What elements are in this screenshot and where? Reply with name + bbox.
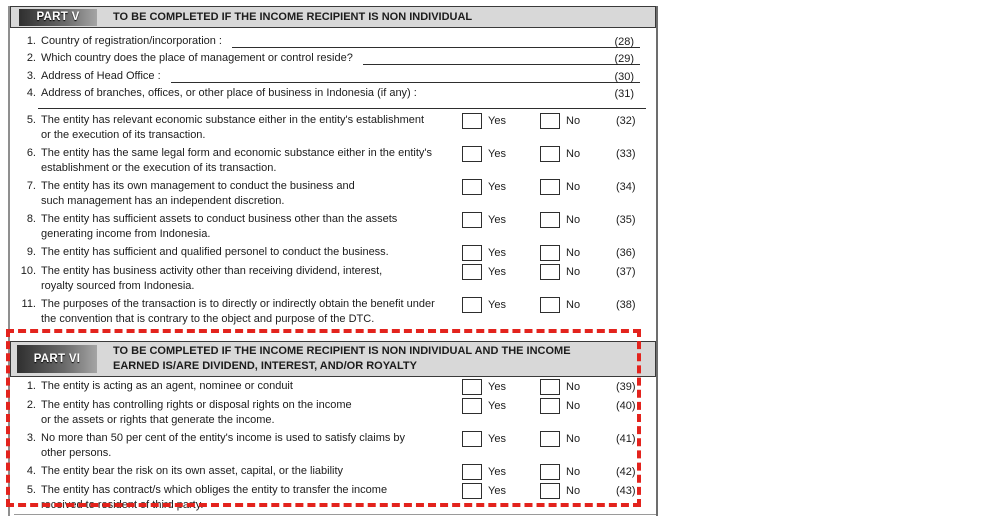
no-label: No [566, 115, 581, 127]
yes-checkbox[interactable] [462, 212, 482, 228]
field-ref-number: (29) [614, 53, 634, 65]
no-label: No [566, 247, 581, 259]
question-text: The entity has the same legal form and economic substance either in the entity's [41, 147, 432, 159]
part-vi-highlight-border [6, 329, 641, 507]
yes-checkbox[interactable] [462, 264, 482, 280]
question-text-line2: establishment or the execution of its transaction. [41, 162, 277, 174]
no-label: No [566, 181, 581, 193]
question-text-line2: or the assets or rights that generate the income. [41, 414, 275, 426]
no-label: No [566, 148, 581, 160]
item-number: 9. [26, 246, 36, 258]
yes-label: Yes [488, 181, 506, 193]
item-number: 1. [26, 380, 36, 392]
no-label: No [566, 299, 581, 311]
item-number: 5. [26, 484, 36, 496]
form-field-row [10, 67, 656, 85]
yes-label: Yes [488, 148, 506, 160]
question-text: The entity has sufficient and qualified personel to conduct the business. [41, 246, 389, 258]
yes-label: Yes [488, 400, 506, 412]
field-ref-number: (43) [616, 485, 636, 497]
question-text-line2: such management has an independent discretion. [41, 195, 285, 207]
item-number: 6. [26, 147, 36, 159]
question-text-line2: other persons. [41, 447, 112, 459]
field-ref-number: (35) [616, 214, 636, 226]
question-text-line2: received to resident of third party. [41, 499, 204, 511]
no-checkbox[interactable] [540, 113, 560, 129]
yes-checkbox[interactable] [462, 245, 482, 261]
yes-label: Yes [488, 247, 506, 259]
question-text: The entity has sufficient assets to conduct business other than the assets [41, 213, 398, 225]
yes-label: Yes [488, 485, 506, 497]
question-text-line2: or the execution of its transaction. [41, 129, 206, 141]
item-number: 10. [20, 265, 36, 277]
question-text: The entity has its own management to conduct the business and [41, 180, 355, 192]
field-ref-number: (34) [616, 181, 636, 193]
no-checkbox[interactable] [540, 146, 560, 162]
item-label: Address of Head Office : [41, 69, 161, 82]
part-v-label: PART V [19, 9, 97, 26]
item-number: 1. [26, 34, 36, 47]
question-row [10, 146, 656, 176]
yes-checkbox[interactable] [462, 113, 482, 129]
item-label: Address of branches, offices, or other place of business in Indonesia (if any) : [41, 87, 417, 100]
no-label: No [566, 400, 581, 412]
field-ref-number: (41) [616, 433, 636, 445]
no-label: No [566, 466, 581, 478]
yes-label: Yes [488, 266, 506, 278]
part-vi-title-line1: TO BE COMPLETED IF THE INCOME RECIPIENT IS NON INDIVIDUAL AND THE INCOME [113, 345, 571, 357]
question-text: No more than 50 per cent of the entity's income is used to satisfy claims by [41, 432, 406, 444]
item-number: 8. [26, 213, 36, 225]
item-number: 3. [26, 69, 36, 82]
question-row [10, 264, 656, 294]
question-row [10, 113, 656, 143]
field-ref-number: (33) [616, 148, 636, 160]
question-row [10, 245, 656, 261]
part-v-header [10, 6, 656, 28]
field-ref-number: (28) [614, 35, 634, 48]
answer-line[interactable] [38, 108, 646, 109]
no-checkbox[interactable] [540, 297, 560, 313]
section-divider [14, 514, 656, 515]
no-label: No [566, 485, 581, 497]
question-text-line2: royalty sourced from Indonesia. [41, 280, 195, 292]
item-number: 7. [26, 180, 36, 192]
yes-checkbox[interactable] [462, 146, 482, 162]
question-text: The purposes of the transaction is to directly or indirectly obtain the benefit under [41, 298, 435, 310]
no-checkbox[interactable] [540, 245, 560, 261]
no-checkbox[interactable] [540, 212, 560, 228]
question-text: The entity has contract/s which obliges the entity to transfer the income [41, 484, 388, 496]
no-label: No [566, 266, 581, 278]
field-ref-number: (39) [616, 381, 636, 393]
question-text: The entity has relevant economic substance either in the entity's establishment [41, 114, 425, 126]
question-row [10, 179, 656, 209]
question-text: The entity has controlling rights or disposal rights on the income [41, 399, 352, 411]
part-v-text-items [10, 32, 656, 109]
yes-checkbox[interactable] [462, 297, 482, 313]
question-text: The entity bear the risk on its own asset, capital, or the liability [41, 465, 344, 477]
item-number: 5. [26, 114, 36, 126]
question-text: The entity has business activity other than receiving dividend, interest, [41, 265, 383, 277]
question-row [10, 212, 656, 242]
no-label: No [566, 214, 581, 226]
field-ref-number: (37) [616, 266, 636, 278]
field-ref-number: (36) [616, 247, 636, 259]
field-ref-number: (38) [616, 299, 636, 311]
yes-label: Yes [488, 299, 506, 311]
item-label: Country of registration/incorporation : [41, 34, 222, 47]
field-ref-number: (30) [614, 70, 634, 83]
no-checkbox[interactable] [540, 179, 560, 195]
form-field-row [10, 85, 656, 103]
yes-label: Yes [488, 214, 506, 226]
question-text-line2: generating income from Indonesia. [41, 228, 211, 240]
item-label: Which country does the place of management or control reside? [41, 52, 353, 65]
yes-label: Yes [488, 433, 506, 445]
part-v-yesno-items [10, 113, 656, 327]
question-text-line2: the convention that is contrary to the object and purpose of the DTC. [41, 313, 375, 325]
question-text: The entity is acting as an agent, nominee or conduit [41, 380, 293, 392]
form-field-row [10, 50, 656, 68]
item-number: 2. [26, 399, 36, 411]
yes-label: Yes [488, 381, 506, 393]
field-ref-number: (42) [616, 466, 636, 478]
no-label: No [566, 381, 581, 393]
part-v-title: TO BE COMPLETED IF THE INCOME RECIPIENT IS NON INDIVIDUAL [113, 10, 473, 23]
part-vi-title-line2: EARNED IS/ARE DIVIDEND, INTEREST, AND/OR ROYALTY [113, 360, 417, 372]
yes-checkbox[interactable] [462, 179, 482, 195]
yes-label: Yes [488, 466, 506, 478]
part-vi-label: PART VI [17, 345, 97, 373]
field-ref-number: (32) [616, 115, 636, 127]
item-number: 11. [21, 298, 36, 310]
no-checkbox[interactable] [540, 264, 560, 280]
answer-line[interactable] [171, 68, 640, 83]
item-number: 4. [26, 465, 36, 477]
item-number: 4. [26, 87, 36, 100]
form-field-row [10, 32, 656, 50]
answer-line[interactable] [232, 33, 640, 48]
field-ref-number: (40) [616, 400, 636, 412]
no-label: No [566, 433, 581, 445]
item-number: 2. [26, 52, 36, 65]
yes-label: Yes [488, 115, 506, 127]
item-number: 3. [26, 432, 36, 444]
question-row [10, 297, 656, 327]
field-ref-number: (31) [614, 88, 634, 100]
answer-line[interactable] [363, 50, 640, 65]
